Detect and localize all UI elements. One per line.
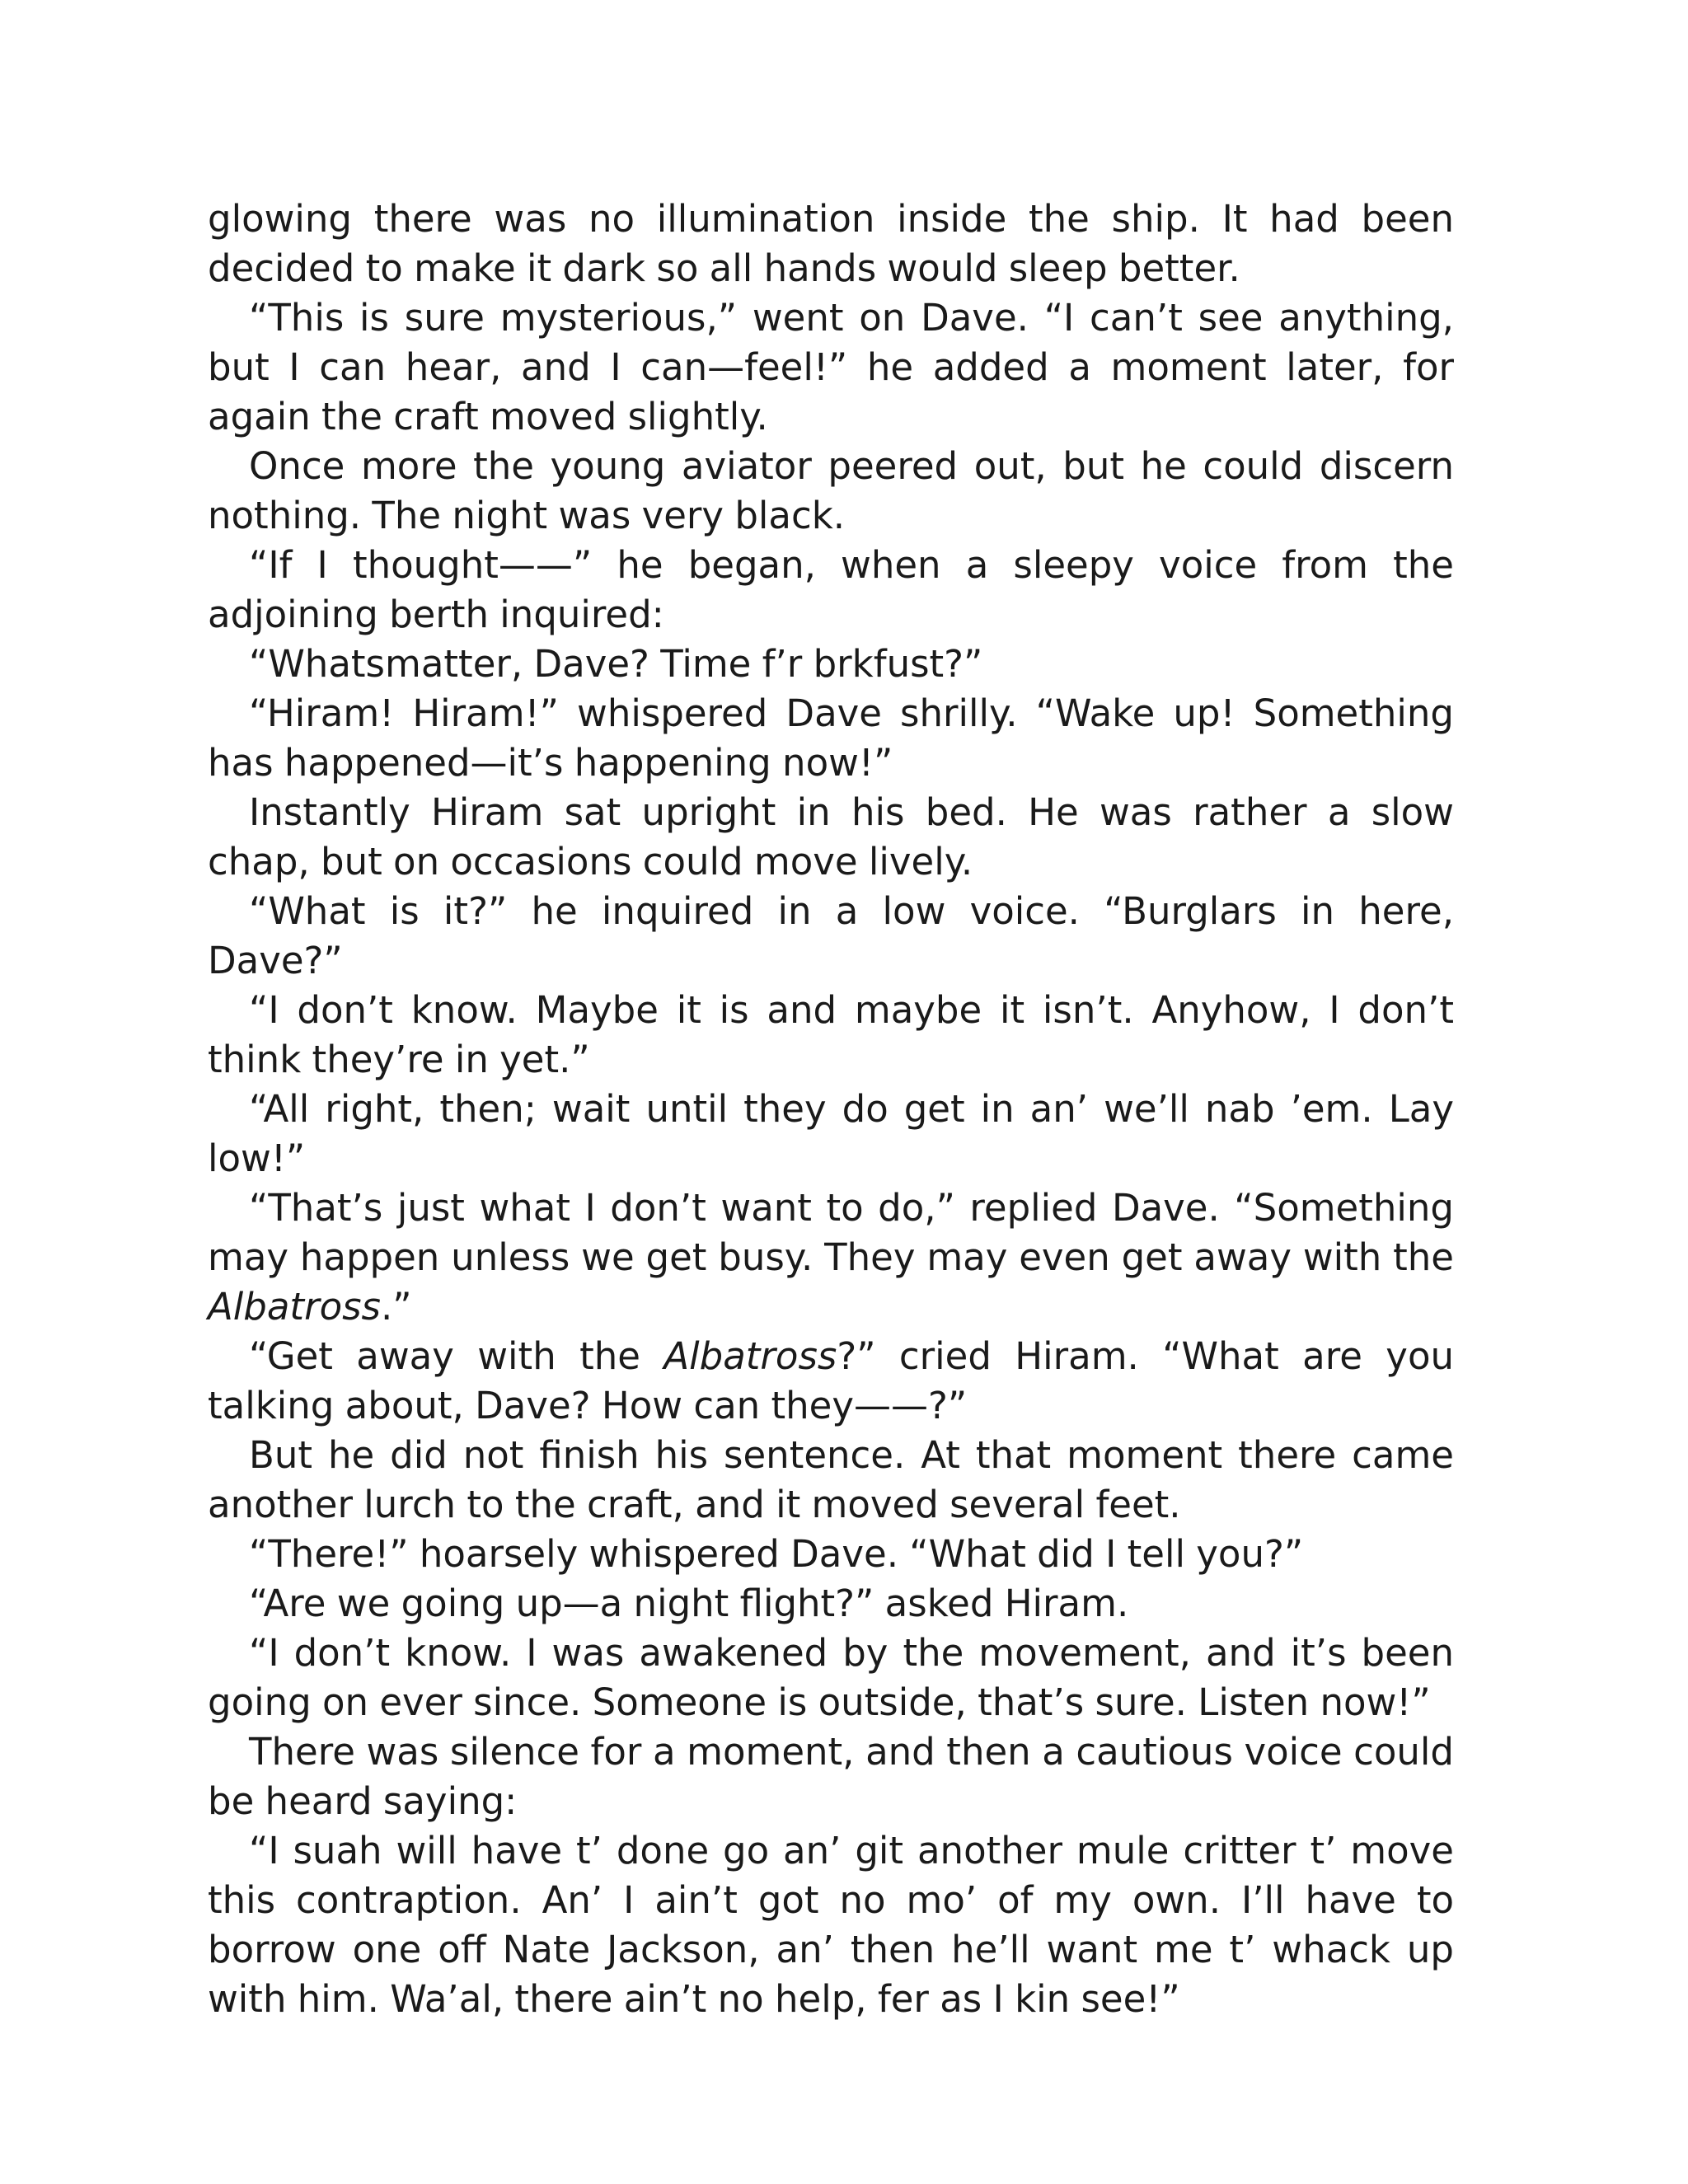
paragraph-text: .” [381,1285,412,1329]
paragraph [208,1332,1454,1431]
paragraph [208,788,1454,887]
paragraph-text: “There!” hoarsely whispered Dave. “What did I tell you?” [249,1532,1304,1576]
paragraph [208,293,1454,442]
paragraph [208,1579,1454,1629]
paragraph [208,1431,1454,1530]
paragraph-text: Once more the young aviator peered out, but he could discern nothing. The night was very black. [208,444,1454,537]
paragraph [208,640,1454,689]
paragraph-text: “If I thought——” he began, when a sleepy voice from the adjoining berth inquired: [208,543,1454,636]
paragraph [208,194,1454,293]
italic-text: Albatross [663,1334,837,1378]
paragraph-text: glowing there was no illumination inside the ship. It had been decided to make it dark so all hands would sleep better. [208,197,1454,290]
paragraph [208,442,1454,541]
paragraph-text: There was silence for a moment, and then a cautious voice could be heard saying: [208,1730,1454,1823]
paragraph-text: Instantly Hiram sat upright in his bed. He was rather a slow chap, but on occasions could move lively. [208,790,1454,883]
paragraph-text: “I don’t know. I was awakened by the movement, and it’s been going on ever since. Someone is outside, that’s sure. Listen now!” [208,1631,1454,1724]
paragraph [208,1826,1454,2024]
paragraph-text: ?” cried Hiram. “What are you talking about, Dave? How can they——?” [208,1334,1454,1427]
paragraph-text: “This is sure mysterious,” went on Dave. “I can’t see anything, but I can hear, and I can—feel!” he added a moment later, for again the craft moved slightly. [208,296,1454,438]
paragraph-text: “All right, then; wait until they do get in an’ we’ll nab ’em. Lay low!” [208,1087,1454,1180]
paragraph-text: “Whatsmatter, Dave? Time f’r brkfust?” [249,642,983,686]
paragraph-text: “Are we going up—a night flight?” asked Hiram. [249,1582,1129,1625]
paragraph [208,986,1454,1085]
paragraph [208,1530,1454,1579]
paragraph [208,1183,1454,1332]
paragraph-text: “That’s just what I don’t want to do,” replied Dave. “Something may happen unless we get busy. They may even get away with the [208,1186,1454,1279]
paragraph-text: “Hiram! Hiram!” whispered Dave shrilly. “Wake up! Something has happened—it’s happening now!” [208,691,1454,785]
paragraph-text: “I don’t know. Maybe it is and maybe it isn’t. Anyhow, I don’t think they’re in yet.” [208,988,1454,1081]
paragraph-text: “What is it?” he inquired in a low voice. “Burglars in here, Dave?” [208,889,1454,982]
paragraph [208,1629,1454,1727]
paragraph [208,1727,1454,1826]
paragraph-text: “Get away with the [249,1334,664,1378]
paragraph-text: But he did not finish his sentence. At that moment there came another lurch to the craft, and it moved several feet. [208,1433,1454,1526]
paragraph [208,887,1454,986]
paragraph-text: “I suah will have t’ done go an’ git another mule critter t’ move this contraption. An’ I ain’t got no mo’ of my own. I’ll have to borrow one off Nate Jackson, an’ then he’ll want me t’ whack up with him. Wa’al, there ain’t no help, fer as I kin see!” [208,1829,1454,2021]
paragraph [208,541,1454,640]
italic-text: Albatross [208,1285,381,1329]
paragraph [208,689,1454,788]
book-page [208,194,1454,2024]
paragraph [208,1085,1454,1183]
